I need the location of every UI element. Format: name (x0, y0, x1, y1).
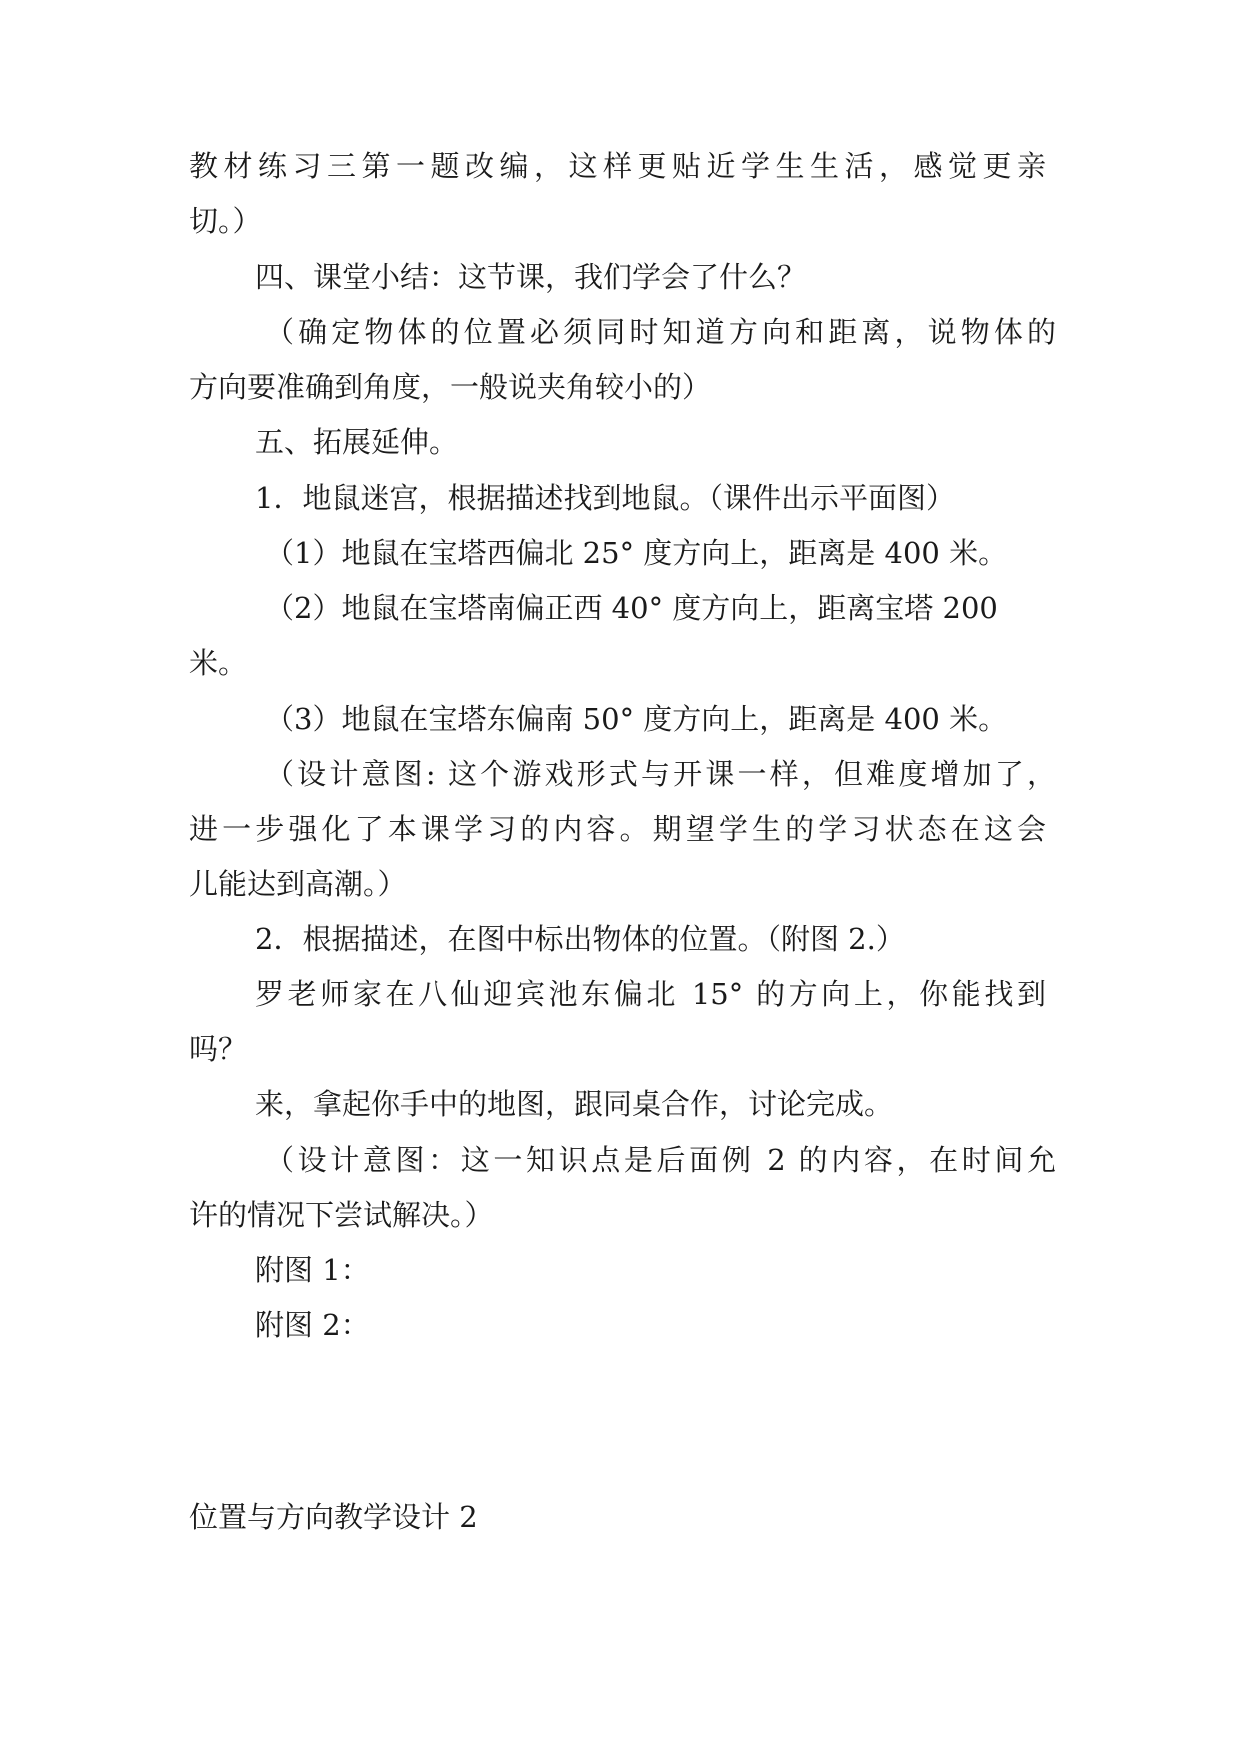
document-title: 位置与方向教学设计 2 (189, 1500, 478, 1534)
section-heading-extension: 五、拓展延伸。 (255, 425, 459, 459)
section-heading-summary: 四、课堂小结：这节课，我们学会了什么？ (255, 260, 807, 294)
text-line: 吗？ (189, 1032, 248, 1066)
text-line: 许的情况下尝试解决。） (189, 1198, 494, 1232)
text-line: 方向要准确到角度，一般说夹角较小的） (189, 370, 712, 404)
list-item: （3）地鼠在宝塔东偏南 50° 度方向上，距离是 400 米。 (265, 702, 1008, 736)
text-line: 进一步强化了本课学习的内容。期望学生的学习状态在这会 (189, 812, 1046, 846)
text-line: （设计意图：这一知识点是后面例 2 的内容，在时间允 (265, 1143, 1056, 1177)
text-line: 来，拿起你手中的地图，跟同桌合作，讨论完成。 (255, 1087, 894, 1121)
figure-caption: 附图 2： (255, 1308, 370, 1342)
text-line: 儿能达到高潮。） (189, 867, 407, 901)
text-line: 教材练习三第一题改编，这样更贴近学生生活，感觉更亲 (189, 149, 1046, 183)
text-line: 罗老师家在八仙迎宾池东偏北 15° 的方向上，你能找到 (255, 977, 1046, 1011)
list-item: （1）地鼠在宝塔西偏北 25° 度方向上，距离是 400 米。 (265, 536, 1008, 570)
list-item: 2．根据描述，在图中标出物体的位置。（附图 2.） (255, 922, 905, 956)
list-item: 1．地鼠迷宫，根据描述找到地鼠。（课件出示平面图） (255, 481, 955, 515)
list-item: （2）地鼠在宝塔南偏正西 40° 度方向上，距离宝塔 200 (265, 591, 998, 625)
text-line: 米。 (189, 646, 248, 680)
text-line: 切。） (189, 204, 262, 238)
text-line: （设计意图: 这个游戏形式与开课一样，但难度增加了， (265, 757, 1056, 791)
text-line: （确定物体的位置必须同时知道方向和距离，说物体的 (265, 315, 1056, 349)
figure-caption: 附图 1： (255, 1253, 370, 1287)
